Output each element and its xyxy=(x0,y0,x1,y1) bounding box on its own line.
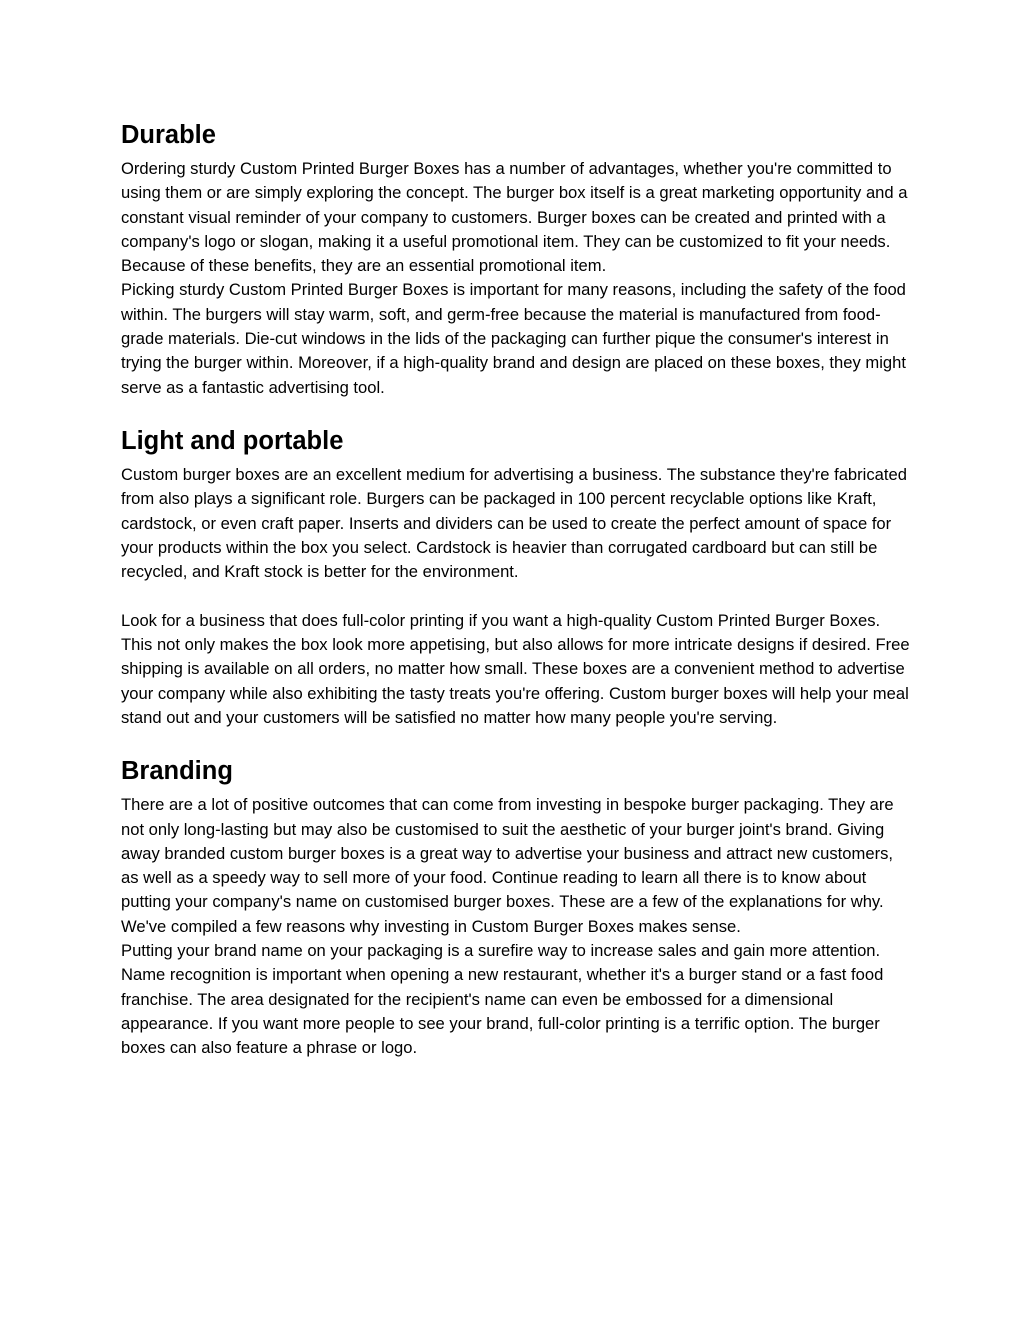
section-spacer xyxy=(121,400,911,424)
section-branding xyxy=(121,754,911,1060)
document-page xyxy=(121,118,911,1061)
section-light-and-portable xyxy=(121,424,911,730)
paragraph: There are a lot of positive outcomes that can come from investing in bespoke burger packaging. They are not only long-lasting but may also be customised to suit the aesthetic of your burger joint's brand. Giving away branded custom burger boxes is a great way to advertise your business and attract new customers, as well as a speedy way to sell more of your food. Continue reading to learn all there is to know about putting your company's name on customised burger boxes. These are a few of the explanations for why. We've compiled a few reasons why investing in Custom Burger Boxes makes sense. xyxy=(121,795,894,936)
section-heading: Light and portable xyxy=(121,426,344,455)
section-heading: Branding xyxy=(121,757,233,786)
paragraph: Look for a business that does full-color printing if you want a high-quality Custom Printed Burger Boxes. This not only makes the box look more appetising, but also allows for more intricate designs if desired. Free shipping is available on all orders, no matter how small. These boxes are a convenient method to advertise your company while also exhibiting the tasty treats you're offering. Custom burger boxes will help your meal stand out and your customers will be satisfied no matter how many people you're serving. xyxy=(121,610,910,727)
paragraph: Ordering sturdy Custom Printed Burger Boxes has a number of advantages, whether you're committed to using them or are simply exploring the concept. The burger box itself is a great marketing opportunity and a constant visual reminder of your company to customers. Burger boxes can be created and printed with a company's logo or slogan, making it a useful promotional item. They can be customized to fit your needs. Because of these benefits, they are an essential promotional item. xyxy=(121,159,908,276)
paragraph: Picking sturdy Custom Printed Burger Boxes is important for many reasons, including the safety of the food within. The burgers will stay warm, soft, and germ-free because the material is manufactured from food-grade materials. Die-cut windows in the lids of the packaging can further pique the consumer's interest in trying the burger within. Moreover, if a high-quality brand and design are placed on these boxes, they might serve as a fantastic advertising tool. xyxy=(121,280,906,397)
section-spacer xyxy=(121,730,911,754)
paragraph: Putting your brand name on your packaging is a surefire way to increase sales and gain more attention. Name recognition is important when opening a new restaurant, whether it's a burger stand or a fast food franchise. The area designated for the recipient's name can even be embossed for a dimensional appearance. If you want more people to see your brand, full-color printing is a terrific option. The burger boxes can also feature a phrase or logo. xyxy=(121,941,884,1058)
section-heading: Durable xyxy=(121,121,216,149)
section-durable xyxy=(121,118,911,400)
paragraph: Custom burger boxes are an excellent medium for advertising a business. The substance they're fabricated from also plays a significant role. Burgers can be packaged in 100 percent recyclable options like Kraft, cardstock, or even craft paper. Inserts and dividers can be used to create the perfect amount of space for your products within the box you select. Cardstock is heavier than corrugated cardboard but can still be recycled, and Kraft stock is better for the environment. xyxy=(121,464,907,582)
paragraph-spacer xyxy=(121,584,911,608)
